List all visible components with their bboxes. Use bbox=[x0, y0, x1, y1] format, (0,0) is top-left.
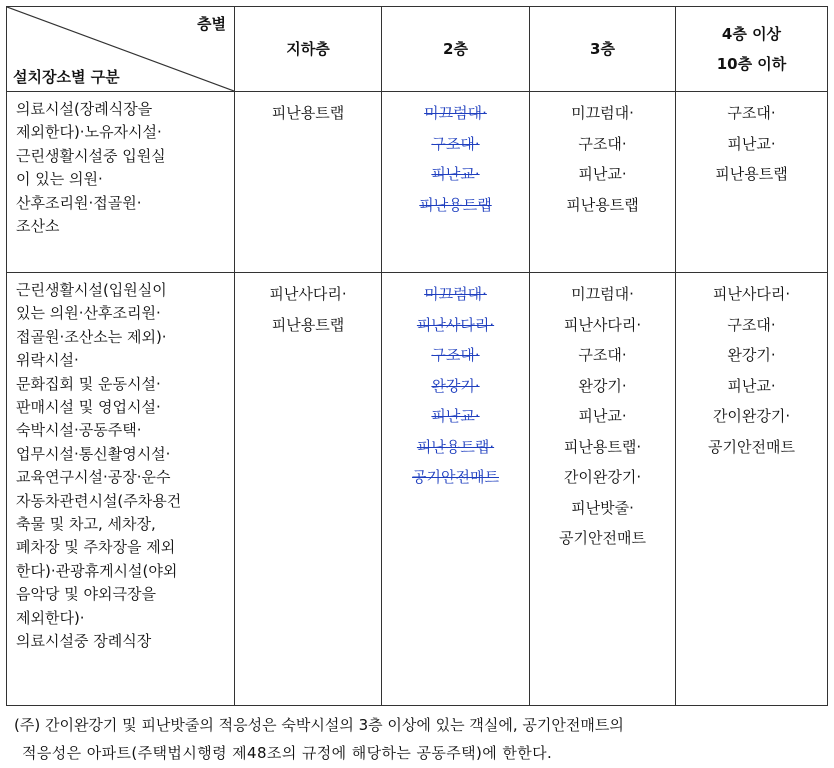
header-corner-cell bbox=[7, 7, 235, 92]
footnote-line-2: 적응성은 아파트(주택법시행령 제48조의 규정에 해당하는 공동주택)에 한한다. bbox=[22, 744, 553, 762]
floor2-deleted-cell: 미끄럼대· 구조대· 피난교· 피난용트랩 bbox=[382, 92, 530, 273]
basement-cell: 피난용트랩 bbox=[235, 92, 382, 273]
column-header-floor2: 2층 bbox=[382, 7, 530, 92]
footnote-line-1: (주) 간이완강기 및 피난밧줄의 적응성은 숙박시설의 3층 이상에 있는 객실에, 공기안전매트의 bbox=[14, 716, 624, 734]
floor3-cell: 미끄럼대· 구조대· 피난교· 피난용트랩 bbox=[530, 92, 676, 273]
basement-cell: 피난사다리· 피난용트랩 bbox=[235, 273, 382, 706]
location-category-label: 설치장소별 구분 bbox=[13, 68, 120, 86]
floor4-10-cell: 구조대· 피난교· 피난용트랩 bbox=[676, 92, 828, 273]
location-cell: 의료시설(장례식장을 제외한다)·노유자시설· 근린생활시설중 입원실 이 있는 의원· 산후조리원·접골원· 조산소 bbox=[7, 92, 235, 273]
header-row bbox=[7, 7, 828, 92]
table-row bbox=[7, 92, 828, 273]
floor4-10-cell: 피난사다리· 구조대· 완강기· 피난교· 간이완강기· 공기안전매트 bbox=[676, 273, 828, 706]
floor3-cell: 미끄럼대· 피난사다리· 구조대· 완강기· 피난교· 피난용트랩· 간이완강기· 피난밧줄· 공기안전매트 bbox=[530, 273, 676, 706]
column-header-floor4-10: 4층 이상 10층 이하 bbox=[676, 7, 828, 92]
floor-label: 층별 bbox=[197, 15, 226, 33]
table-row bbox=[7, 273, 828, 706]
column-header-floor3: 3층 bbox=[530, 7, 676, 92]
floor2-deleted-cell: 미끄럼대· 피난사다리· 구조대· 완강기· 피난교· 피난용트랩· 공기안전매트 bbox=[382, 273, 530, 706]
location-cell: 근린생활시설(입원실이 있는 의원·산후조리원· 접골원·조산소는 제외)· 위락시설· 문화집회 및 운동시설· 판매시설 및 영업시설· 숙박시설·공동주택· 업무시설·통신촬영시설· 교육연구시설·공장·운수 자동차관련시설(주차용건 축물 및 차고, 세차장, 폐차장 및 주차장을 제외 한다)·관광휴게시설(야외 음악당 및 야외극장을 제외한다)· 의료시설중 장례식장 bbox=[7, 273, 235, 706]
column-header-basement: 지하층 bbox=[235, 7, 382, 92]
evacuation-equipment-table bbox=[6, 6, 828, 706]
